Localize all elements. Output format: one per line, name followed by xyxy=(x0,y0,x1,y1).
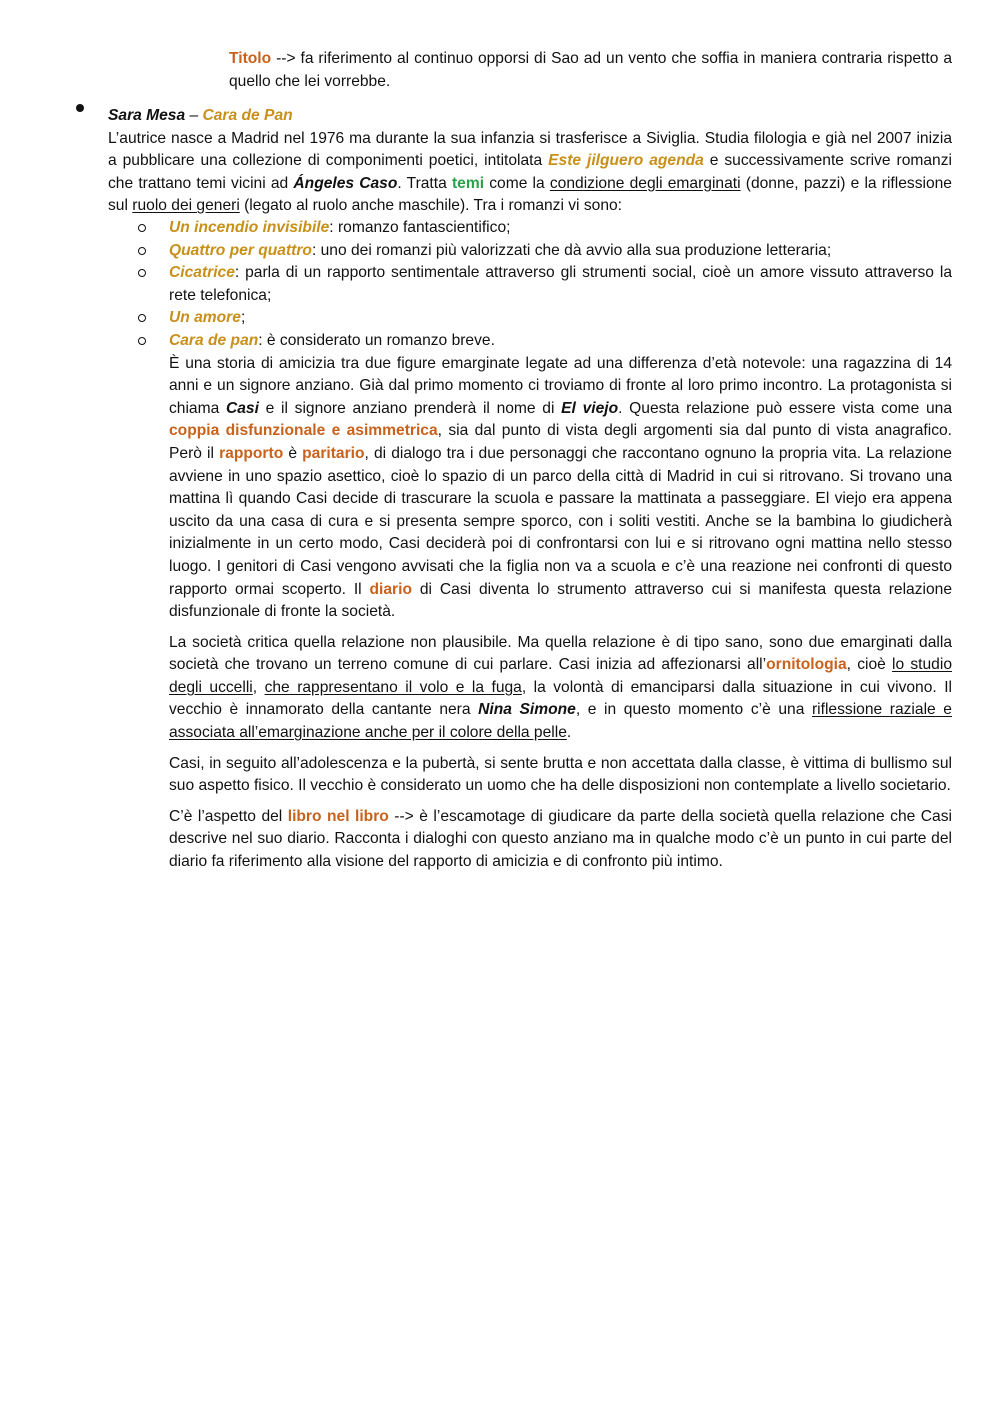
circle-bullet-icon xyxy=(138,314,146,322)
circle-bullet-icon xyxy=(138,224,146,232)
novel-title: Cicatrice xyxy=(169,264,235,282)
novel-description: ; xyxy=(240,309,246,327)
society-text-6: . xyxy=(566,724,572,742)
bullet-icon xyxy=(76,104,84,112)
character-name: Casi xyxy=(225,399,259,417)
novel-description: : parla di un rapporto sentimentale attraverso gli strumenti social, cioè un amore vissuto attraverso la rete telefonica; xyxy=(169,264,952,304)
plot-text-6: , di dialogo tra i due personaggi che raccontano ognuno la propria vita. La relazione avviene in uno spazio asettico, cioè lo spazio di un parco della città di Madrid in cui si ritrovano. Si trovano una mattina lì quando Casi decide di trascurare la scuola e passare la mattinata a passeggiare. El viejo era appena uscito da una casa di cura e si presenta sempre sporco, con i soliti vestiti. Anche se la bambina lo giudicherà inizialmente in un certo modo, Casi deciderà poi di confrontarsi con lui e si ritrovano ogni mattina nello stesso luogo. I genitori di Casi vengono avvisati che la figlia non va a scuola e c’è una reazione nei confronti di questo rapporto ormai scoperto. Il xyxy=(169,444,952,598)
circle-bullet-icon xyxy=(138,247,146,255)
circle-bullet-icon xyxy=(138,269,146,277)
highlight-keyword: ornitologia xyxy=(766,656,847,674)
list-item xyxy=(138,307,952,330)
author-intro xyxy=(108,128,952,218)
society-text-1: La società critica quella relazione non plausibile. Ma quella relazione è di tipo sano, sono due emarginati dalla società che trovano un terreno comune di cui parlare. Casi inizia ad affezionarsi all’ xyxy=(169,633,952,674)
book-title: Cara de Pan xyxy=(202,107,293,124)
novel-description: : è considerato un romanzo breve. xyxy=(258,331,495,349)
society-text-2: , cioè xyxy=(846,656,893,674)
list-item xyxy=(138,217,952,240)
plot-text-4: , sia dal punto di vista degli argomenti sia dal punto di vista anagrafico. Però il xyxy=(169,422,953,462)
highlight-keyword: libro nel libro xyxy=(287,807,389,825)
society-text-5: , e in questo momento c’è una xyxy=(575,701,812,719)
titolo-label: Titolo xyxy=(229,50,272,67)
list-item xyxy=(138,330,952,874)
plot-text-1: È una storia di amicizia tra due figure emarginate legate ad una differenza d’età notevole: una ragazzina di 14 anni e un signore anziano. Già dal primo momento ci troviamo di fronte al loro primo incontro. La protagonista si chiama xyxy=(169,354,952,417)
character-name: El viejo xyxy=(561,399,619,417)
highlight-keyword: paritario xyxy=(302,444,365,462)
circle-bullet-icon xyxy=(138,337,146,345)
book-text-2: --> è l’escamotage di giudicare da parte della società quella relazione che Casi descrive nel suo diario. Racconta i dialoghi con questo anziano ma in qualche modo c’è un punto in cui parte del diario fa riferimento alla visione del rapporto di amicizia e di confronto più intimo. xyxy=(169,807,952,871)
plot-text-7: di Casi diventa lo strumento attraverso cui si manifesta questa relazione disfunzionale di fronte la società. xyxy=(169,580,952,621)
intro-text-2: e successivamente scrive romanzi che trattano temi vicini ad xyxy=(108,152,952,192)
underlined-phrase: condizione degli emarginati xyxy=(549,174,741,192)
themes-keyword: temi xyxy=(451,174,485,192)
novel-description: : uno dei romanzi più valorizzati che dà avvio alla sua produzione letteraria; xyxy=(311,241,832,259)
paragraph-adolescence: Casi, in seguito all’adolescenza e la pubertà, si sente brutta e non accettata dalla classe, è vittima di bullismo sul suo aspetto fisico. Il vecchio è considerato un uomo che ha delle disposizioni non contemplate a livello societario. xyxy=(169,754,952,795)
list-item xyxy=(138,262,952,307)
intro-text-6: (legato al ruolo anche maschile). Tra i romanzi vi sono: xyxy=(239,197,623,215)
section-heading xyxy=(108,105,952,128)
highlight-keyword: coppia disfunzionale e asimmetrica xyxy=(169,422,438,440)
singer-name: Nina Simone xyxy=(478,701,576,719)
highlight-keyword: diario xyxy=(369,580,412,598)
author-section xyxy=(108,105,952,218)
intro-text-5: (donne, pazzi) e la riflessione sul xyxy=(108,174,952,215)
author-name: Sara Mesa xyxy=(108,107,186,124)
novel-title: Un incendio invisibile xyxy=(169,219,330,236)
intro-text-3: . Tratta xyxy=(397,174,452,192)
paragraph-society xyxy=(169,632,952,745)
highlight-keyword: rapporto xyxy=(219,444,284,462)
titolo-note xyxy=(229,48,952,93)
plot-text-3: . Questa relazione può essere vista come una xyxy=(618,399,952,417)
intro-text-4: come la xyxy=(484,174,550,192)
novel-title: Cara de pan xyxy=(169,331,259,349)
plot-text-2: e il signore anziano prenderà il nome di xyxy=(258,399,562,417)
underlined-phrase: che rappresentano il volo e la fuga xyxy=(264,678,522,696)
novel-title: Un amore xyxy=(169,309,241,327)
underlined-phrase: lo studio degli uccelli xyxy=(169,656,952,696)
heading-dash: – xyxy=(185,107,203,124)
list-item xyxy=(138,240,952,263)
novel-title: Quattro per quattro xyxy=(169,241,312,259)
author-reference: Ángeles Caso xyxy=(293,174,398,192)
paragraph-plot xyxy=(169,353,952,624)
plot-text-5: è xyxy=(283,444,303,462)
underlined-phrase: riflessione raziale e associata all’emarginazione anche per il colore della pelle xyxy=(169,701,952,742)
book-text-1: C’è l’aspetto del xyxy=(169,807,288,825)
poetry-collection-title: Este jilguero agenda xyxy=(548,152,704,170)
titolo-text: --> fa riferimento al continuo opporsi di Sao ad un vento che soffia in maniera contraria rispetto a quello che lei vorrebbe. xyxy=(229,50,952,90)
novel-description: : romanzo fantascientifico; xyxy=(329,219,511,236)
paragraph-book-in-book xyxy=(169,806,952,874)
intro-text-1: L’autrice nasce a Madrid nel 1976 ma durante la sua infanzia si trasferisce a Siviglia. Studia filologia e già nel 2007 inizia a pubblicare una collezione di componimenti poetici, intitolata xyxy=(108,129,952,170)
novel-list xyxy=(138,217,952,874)
society-text-3: , xyxy=(252,678,265,696)
underlined-phrase: ruolo dei generi xyxy=(132,197,240,215)
society-text-4: , la volontà di emanciparsi dalla situazione in cui vivono. Il vecchio è innamorato della cantante nera xyxy=(169,678,952,719)
